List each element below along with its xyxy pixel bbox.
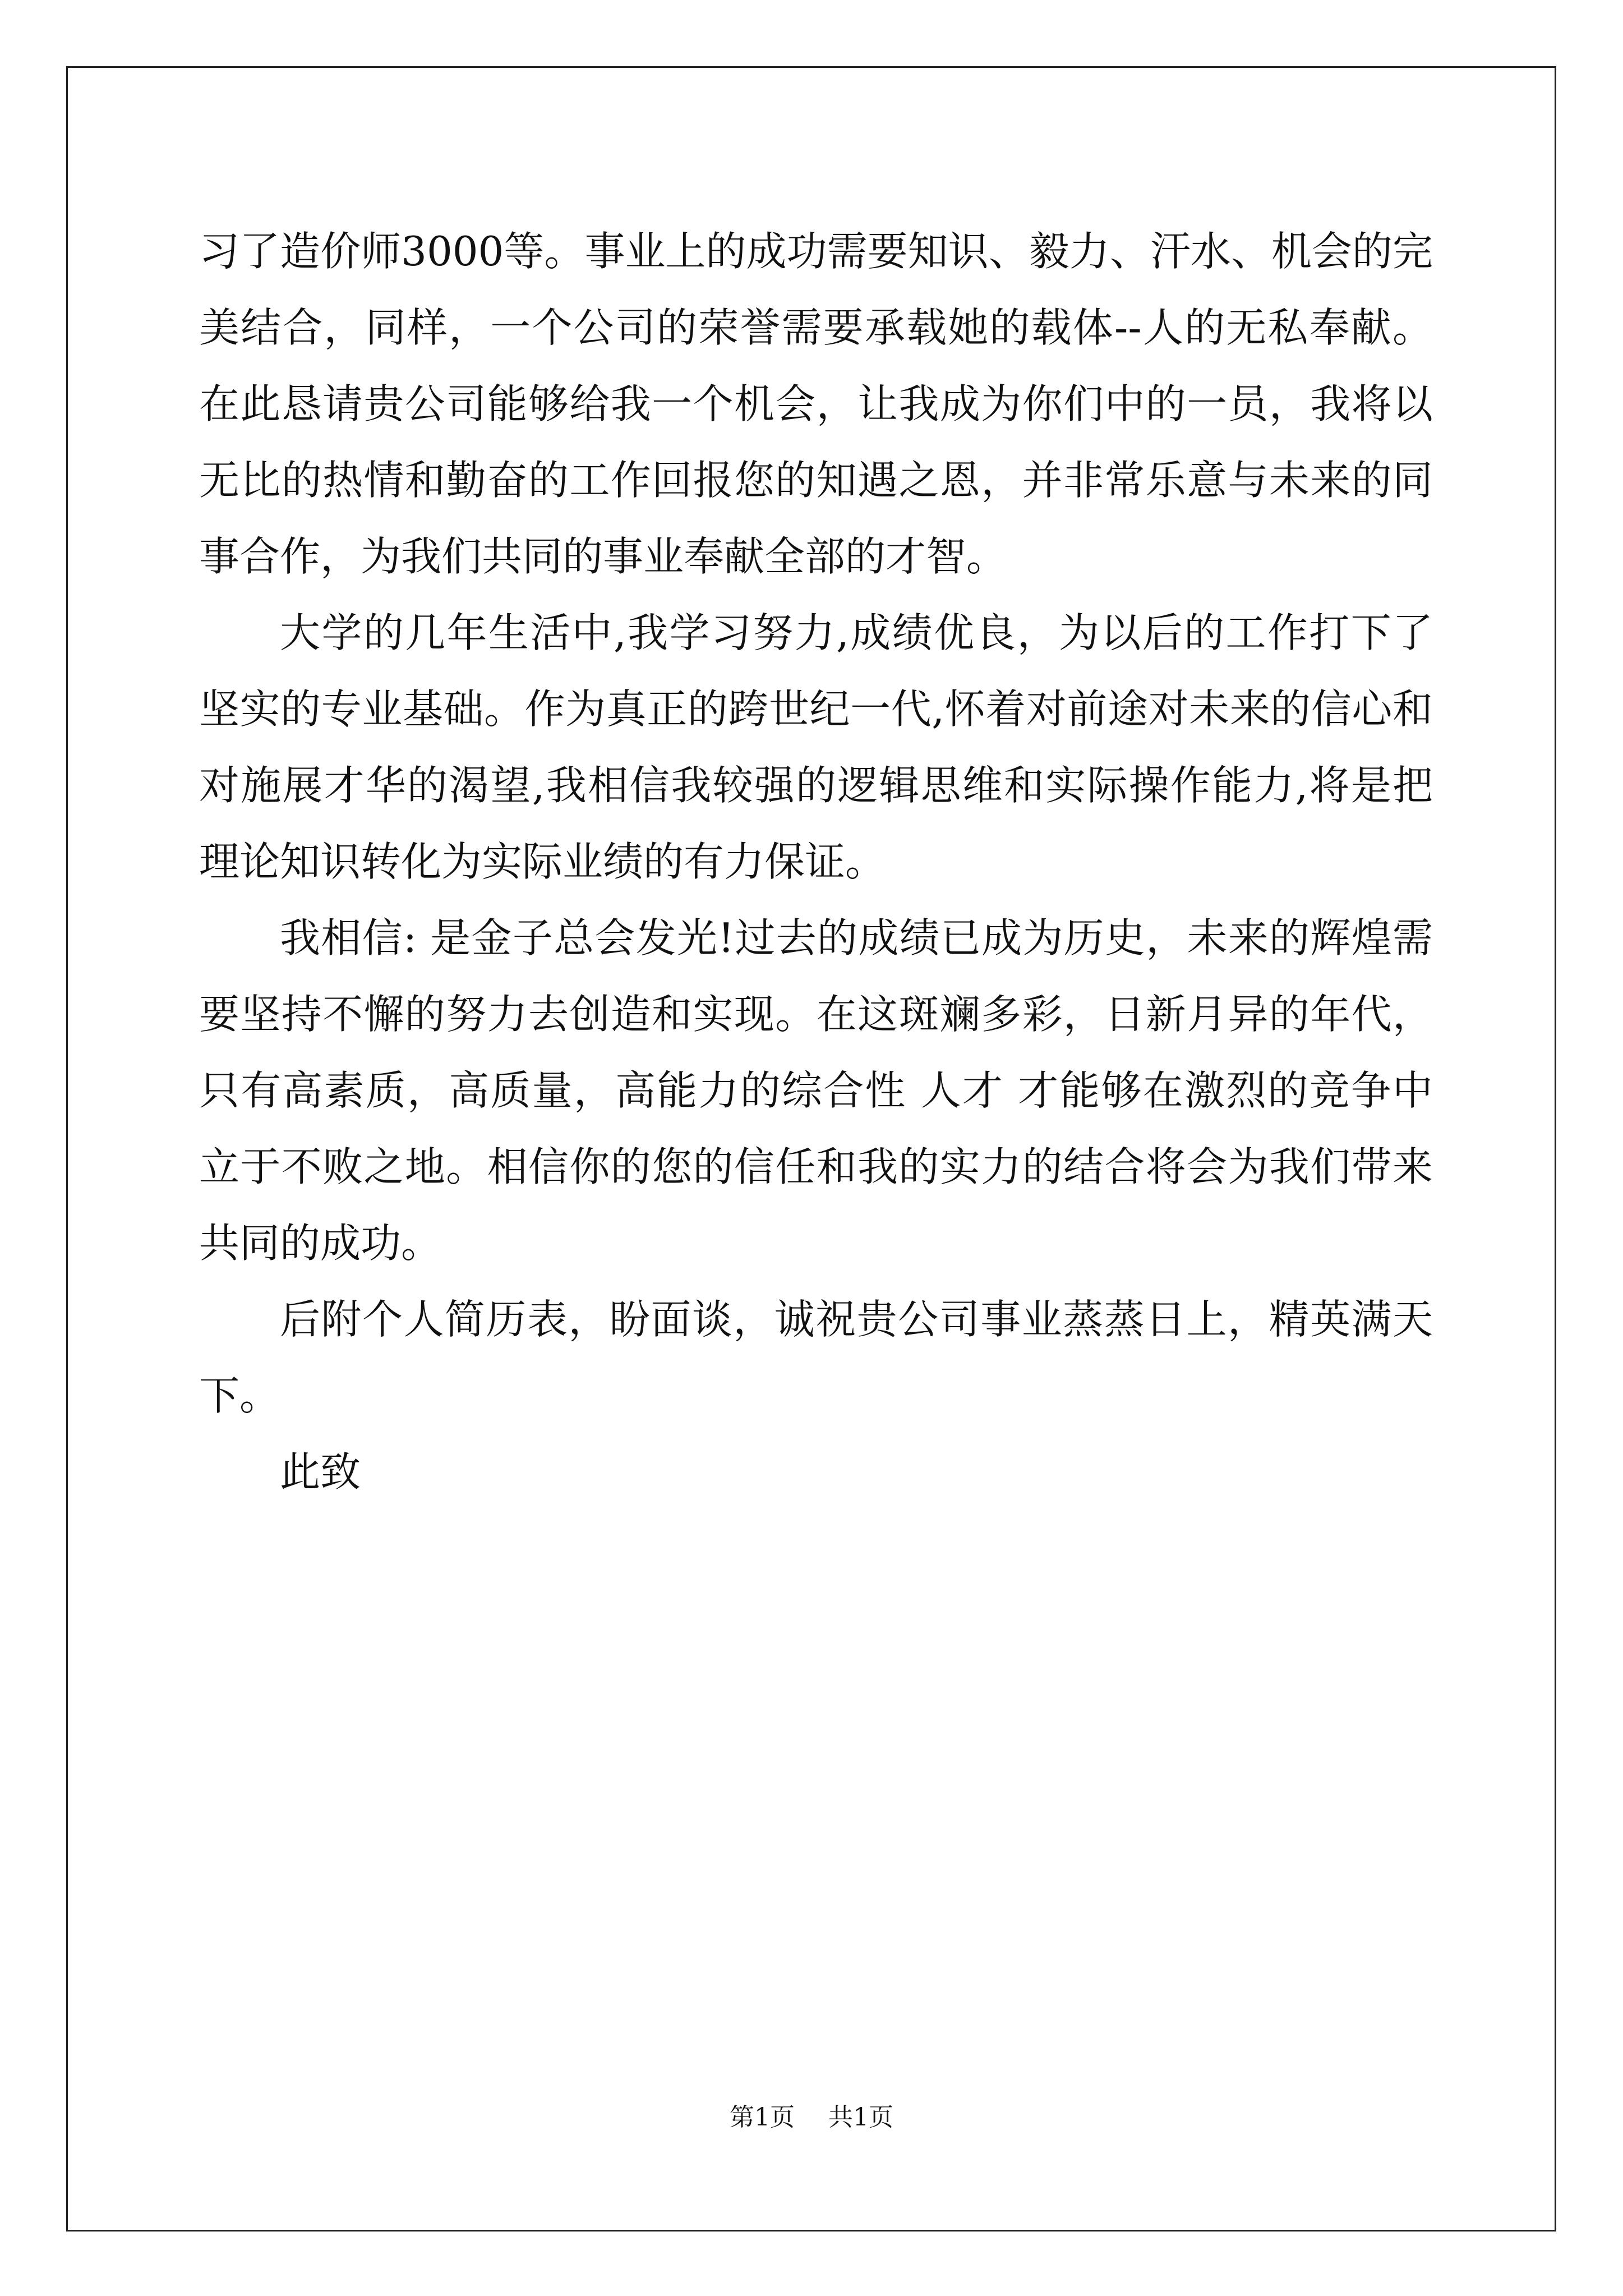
page-number: 第1页 <box>730 2103 795 2132</box>
closing-salutation: 此致 <box>280 1448 361 1496</box>
paragraph-1: 习了造价师3000等。事业上的成功需要知识、毅力、汗水、机会的完美结合，同样，一个公司的荣誉需要承载她的载体--人的无私奉献。在此恳请贵公司能够给我一个机会，让我成为你们中的一员，我将以无比的热情和勤奋的工作回报您的知遇之恩，并非常乐意与未来的同事合作，为我们共同的事业奉献全部的才智。 <box>199 228 1433 580</box>
page-footer <box>0 2101 1623 2134</box>
paragraph-4: 后附个人简历表，盼面谈，诚祝贵公司事业蒸蒸日上，精英满天下。 <box>199 1296 1433 1419</box>
document-body <box>199 213 1433 1510</box>
paragraph-3: 我相信: 是金子总会发光!过去的成绩已成为历史，未来的辉煌需要坚持不懈的努力去创造和实现。在这斑斓多彩，日新月异的年代，只有高素质，高质量，高能力的综合性 人才 才能够在激烈的竞争中立于不败之地。相信你的您的信任和我的实力的结合将会为我们带来共同的成功。 <box>199 914 1433 1267</box>
page-total: 共1页 <box>828 2103 893 2132</box>
paragraph-2: 大学的几年生活中,我学习努力,成绩优良，为以后的工作打下了坚实的专业基础。作为真正的跨世纪一代,怀着对前途对未来的信心和对施展才华的渴望,我相信我较强的逻辑思维和实际操作能力,将是把理论知识转化为实际业绩的有力保证。 <box>199 609 1433 885</box>
